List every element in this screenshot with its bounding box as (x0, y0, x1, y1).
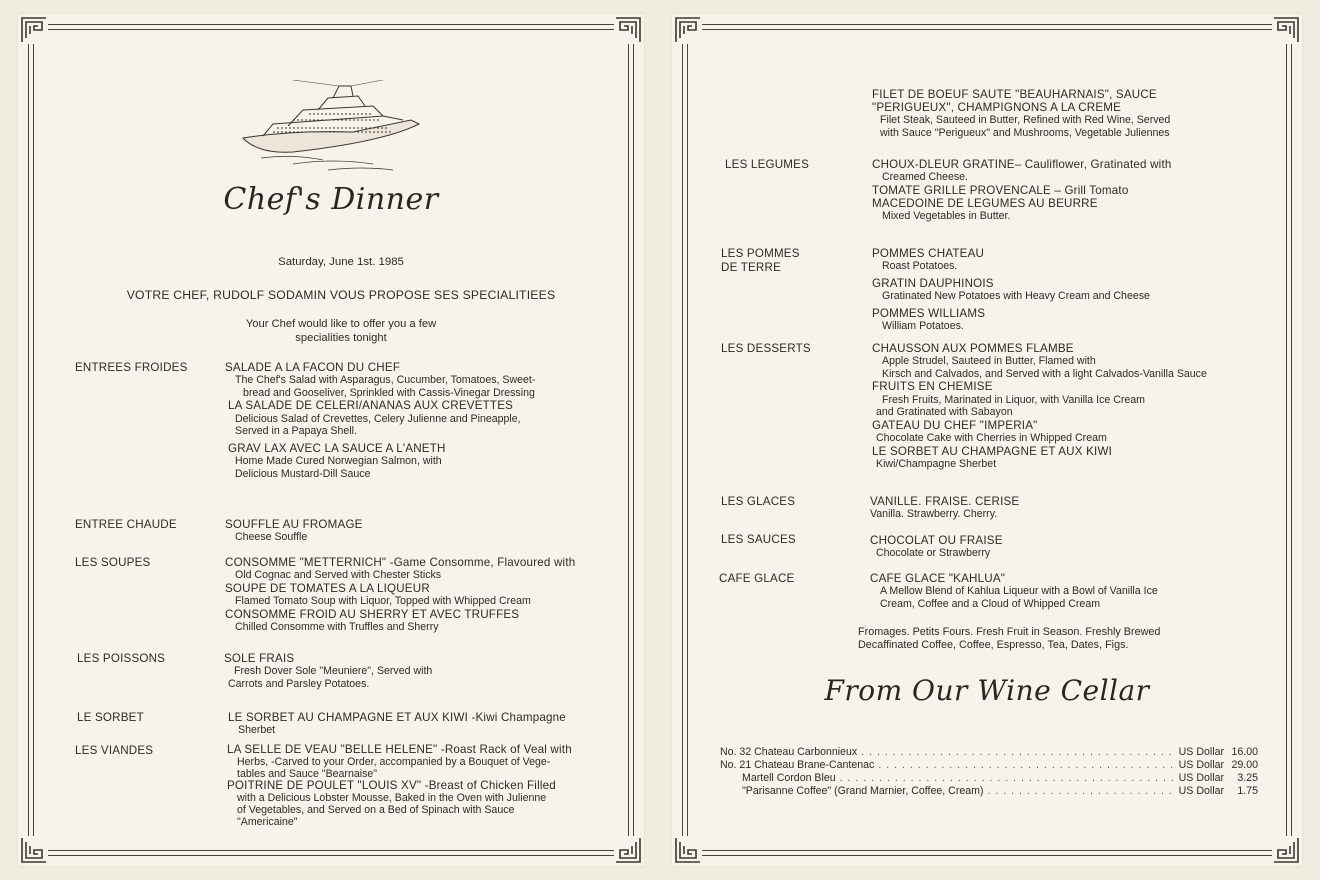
category-les-poissons: LES POISSONS (77, 652, 166, 665)
cruise-ship-illustration (233, 80, 433, 180)
dish-description: Chilled Consomme with Truffles and Sherry (235, 620, 439, 633)
dish-description: and Gratinated with Sabayon (876, 406, 1013, 419)
dish-name: VANILLE. FRAISE. CERISE (870, 495, 1020, 508)
dish-description: Old Cognac and Served with Chester Sticks (235, 569, 442, 582)
dish-name: GATEAU DU CHEF "IMPERIA" (872, 418, 1038, 432)
dish-name: LE SORBET AU CHAMPAGNE ET AUX KIWI -Kiwi Champagne (228, 711, 566, 724)
dish-description: Fresh Fruits, Marinated in Liquor, with Vanilla Ice Cream (882, 393, 1145, 406)
dish-description: Chocolate or Strawberry (876, 547, 991, 560)
category-entree-chaude: ENTREE CHAUDE (75, 518, 177, 531)
menu-page-left (18, 14, 644, 866)
dish-name: POITRINE DE POULET "LOUIS XV" -Breast of Chicken Filled (227, 779, 556, 792)
section-les-desserts (872, 342, 1207, 470)
category-entrees-froides: ENTREES FROIDES (75, 361, 188, 374)
dish-description: A Mellow Blend of Kahlua Liqueur with a Bowl of Vanilla Ice (880, 585, 1158, 598)
dish-name: CONSOMME "METTERNICH" -Game Consomme, Flavoured with (225, 556, 576, 569)
section-les-sauces (870, 534, 1003, 560)
dish-description: Creamed Cheese. (882, 171, 968, 184)
wine-row: No. 21 Chateau Brane-Cantenac . . . US Dollar 29.00 (720, 759, 1258, 772)
dish-name: POMMES CHATEAU (872, 247, 985, 260)
dish-description: Sherbet (238, 724, 276, 737)
dish-description: Carrots and Parsley Potatoes. (228, 677, 370, 690)
section-les-glaces (870, 495, 1019, 521)
corner-ornament-icon (1272, 836, 1300, 864)
dish-description: Chocolate Cake with Cherries in Whipped Cream (876, 431, 1107, 444)
dish-description: Mixed Vegetables in Butter. (882, 210, 1011, 223)
category-cafe-glace: CAFE GLACE (719, 572, 795, 585)
corner-ornament-icon (614, 16, 642, 44)
dish-description: Filet Steak, Sauteed in Butter, Refined with Red Wine, Served (880, 114, 1171, 127)
dish-name: LA SELLE DE VEAU "BELLE HELENE" -Roast Rack of Veal with (227, 743, 572, 756)
dish-description: with a Delicious Lobster Mousse, Baked in the Oven with Julienne (237, 792, 547, 804)
dish-description: Kirsch and Calvados, and Served with a light Calvados-Vanilla Sauce (882, 367, 1207, 380)
dish-description: Vanilla. Strawberry. Cherry. (870, 508, 998, 521)
corner-ornament-icon (674, 16, 702, 44)
section-les-legumes (872, 158, 1172, 223)
wine-list (720, 746, 1258, 798)
section-entrees-froides (225, 361, 535, 480)
dish-description: Home Made Cured Norwegian Salmon, with (235, 454, 442, 467)
corner-ornament-icon (20, 16, 48, 44)
category-les-pommes-de-terre: LES POMMES DE TERRE (721, 247, 800, 274)
dish-description: Roast Potatoes. (882, 260, 958, 273)
dish-description: bread and Gooseliver, Sprinkled with Cassis-Vinegar Dressing (243, 386, 535, 399)
section-les-pommes-de-terre (872, 247, 1150, 332)
dish-name: CONSOMME FROID AU SHERRY ET AVEC TRUFFES (225, 607, 520, 621)
dish-name: SOUFFLE AU FROMAGE (225, 518, 363, 531)
dish-name: TOMATE GRILLE PROVENCALE – Grill Tomato (872, 183, 1129, 197)
dish-name: CAFE GLACE "KAHLUA" (870, 572, 1006, 585)
dish-name: FRUITS EN CHEMISE (872, 380, 993, 394)
dish-name: SOUPE DE TOMATES A LA LIQUEUR (225, 581, 430, 595)
dish-name: CHOUX-DLEUR GRATINE– Cauliflower, Gratinated with (872, 158, 1172, 171)
dish-description: "Americaine" (237, 816, 298, 828)
section-les-poissons (224, 652, 432, 690)
dish-description: Served in a Papaya Shell. (235, 425, 357, 438)
dish-description: Gratinated New Potatoes with Heavy Cream and Cheese (882, 290, 1150, 302)
dish-name: FILET DE BOEUF SAUTE "BEAUHARNAIS", SAUCE (872, 88, 1157, 101)
dish-description: Delicious Mustard-Dill Sauce (235, 467, 371, 480)
dish-name: LA SALADE DE CELERI/ANANAS AUX CREVETTES (228, 399, 514, 413)
menu-intro: Your Chef would like to offer you a few specialities tonight (245, 318, 437, 344)
menu-page-right (672, 14, 1302, 866)
dish-name: CHOCOLAT OU FRAISE (870, 534, 1003, 547)
menu-closing-note: Fromages. Petits Fours. Fresh Fruit in Season. Freshly Brewed Decaffinated Coffee, Coffee, Espresso, Tea, Dates, Figs. (858, 626, 1161, 651)
wine-row: No. 32 Chateau Carbonnieux . . . US Dollar 16.00 (720, 746, 1258, 759)
section-cafe-glace (870, 572, 1158, 610)
dish-name: LE SORBET AU CHAMPAGNE ET AUX KIWI (872, 444, 1113, 458)
section-les-soupes (225, 556, 575, 633)
wine-row: "Parisanne Coffee" (Grand Marnier, Coffee, Cream) . . . US Dollar 1.75 (720, 785, 1258, 798)
dish-description: Cream, Coffee and a Cloud of Whipped Cream (880, 597, 1101, 610)
dish-description: of Vegetables, and Served on a Bed of Spinach with Sauce (237, 804, 515, 816)
category-les-legumes: LES LEGUMES (725, 158, 810, 171)
dish-description: Cheese Souffle (235, 531, 308, 544)
corner-ornament-icon (1272, 16, 1300, 44)
dish-name: GRAV LAX AVEC LA SAUCE A L'ANETH (228, 441, 446, 455)
category-les-viandes: LES VIANDES (75, 744, 154, 757)
section-viandes-continued (872, 88, 1170, 140)
corner-ornament-icon (674, 836, 702, 864)
menu-title: Chef's Dinner (223, 182, 439, 217)
dish-description: Herbs, -Carved to your Order, accompanied by a Bouquet of Vege- (237, 756, 551, 768)
section-entree-chaude (225, 518, 363, 544)
category-les-sauces: LES SAUCES (721, 533, 796, 546)
category-les-soupes: LES SOUPES (75, 556, 151, 569)
dish-description: tables and Sauce "Bearnaise" (237, 768, 378, 780)
dish-description: The Chef's Salad with Asparagus, Cucumber, Tomatoes, Sweet- (235, 374, 536, 387)
corner-ornament-icon (614, 836, 642, 864)
dish-description: with Sauce "Perigueux" and Mushrooms, Vegetable Juliennes (880, 127, 1170, 139)
dish-description: Flamed Tomato Soup with Liquor, Topped with Whipped Cream (235, 595, 531, 607)
category-le-sorbet: LE SORBET (77, 711, 144, 724)
section-les-viandes (227, 744, 572, 828)
dish-name: CHAUSSON AUX POMMES FLAMBE (872, 342, 1074, 355)
dish-description: William Potatoes. (882, 319, 964, 332)
dish-name: POMMES WILLIAMS (872, 306, 986, 320)
dish-description: Apple Strudel, Sauteed in Butter, Flamed with (882, 355, 1096, 368)
menu-date: Saturday, June 1st. 1985 (278, 256, 404, 268)
dish-description: Delicious Salad of Crevettes, Celery Julienne and Pineapple, (235, 412, 521, 425)
wine-cellar-title: From Our Wine Cellar (824, 674, 1150, 707)
category-les-glaces: LES GLACES (721, 495, 796, 508)
menu-headline: VOTRE CHEF, RUDOLF SODAMIN VOUS PROPOSE SES SPECIALITIEES (126, 288, 556, 302)
section-le-sorbet (228, 711, 566, 737)
dish-name: SALADE A LA FACON DU CHEF (225, 361, 401, 374)
dish-name: SOLE FRAIS (224, 652, 295, 665)
dish-name: "PERIGUEUX", CHAMPIGNONS A LA CREME (872, 101, 1122, 115)
wine-row: Martell Cordon Bleu . . . US Dollar 3.25 (720, 772, 1258, 785)
category-les-desserts: LES DESSERTS (721, 342, 811, 355)
dish-name: GRATIN DAUPHINOIS (872, 276, 994, 290)
dish-name: MACEDOINE DE LEGUMES AU BEURRE (872, 197, 1098, 210)
dish-description: Fresh Dover Sole "Meuniere", Served with (234, 665, 433, 678)
dish-description: Kiwi/Champagne Sherbet (876, 457, 997, 470)
corner-ornament-icon (20, 836, 48, 864)
